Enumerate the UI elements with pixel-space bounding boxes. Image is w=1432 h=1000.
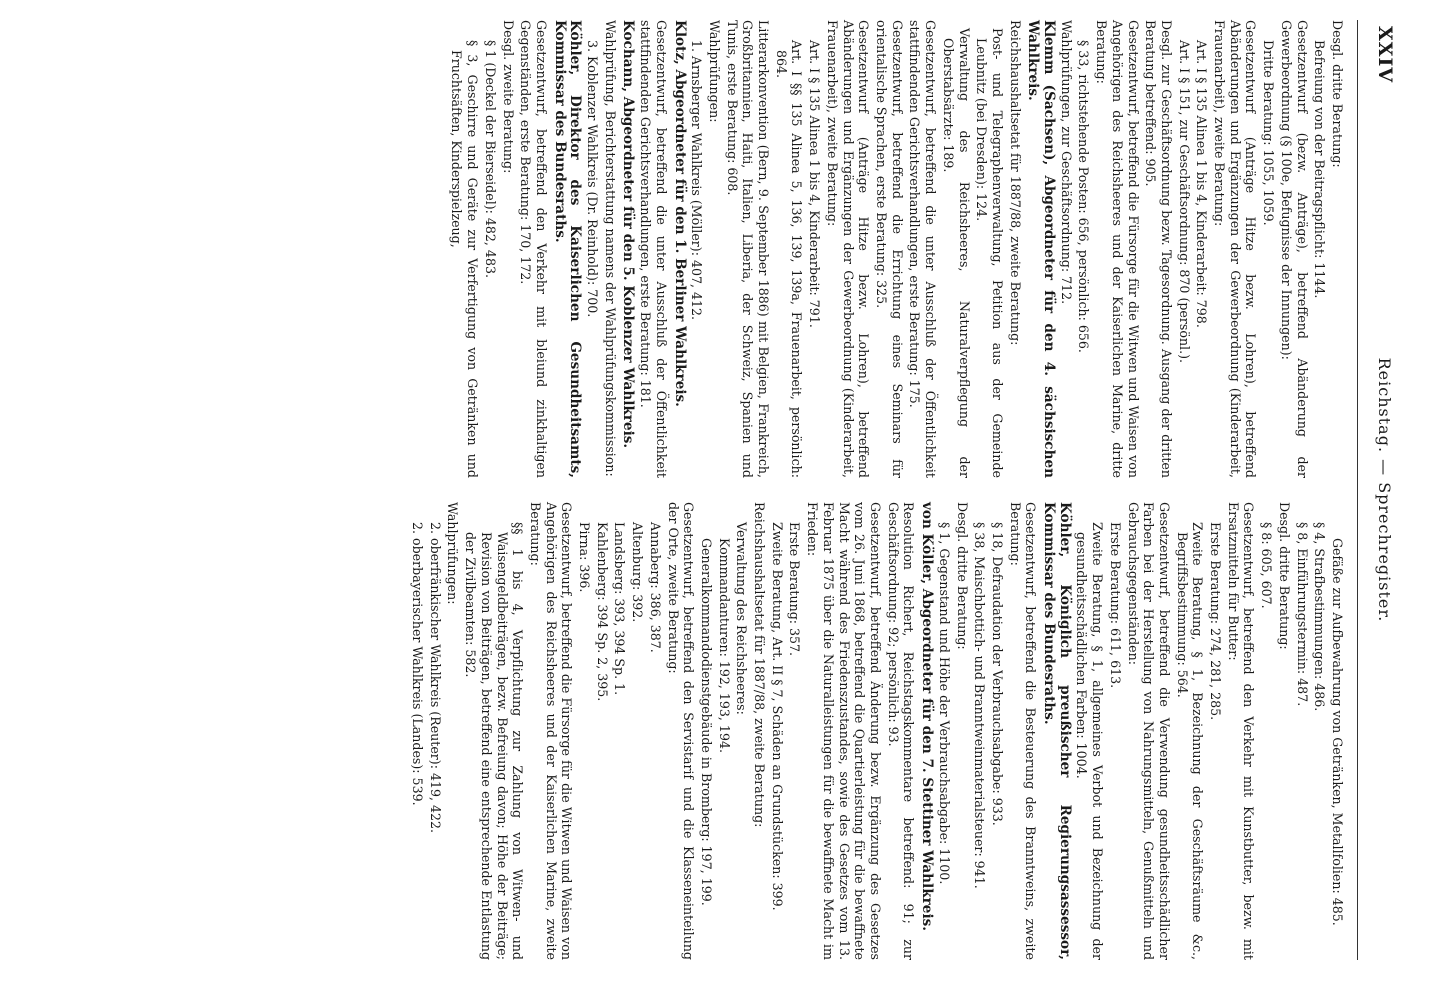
index-entry: Kommandanturen: 192, 193, 194.: [716, 538, 732, 753]
index-entry: Gesetzentwurf, betreffend die Fürsorge für die Witwen und Waisen von Angehörigen des Reichsheeres und der Kaiserlichen Marine, dritte Beratung:: [1094, 20, 1141, 478]
index-entry: Gesetzentwurf, betreffend die Errichtung eines Seminars für orientalische Sprachen, erste Beratung: 325.: [874, 20, 905, 478]
index-entry: Annaberg: 386, 387.: [647, 522, 663, 653]
speaker-heading: von Köller, Abgeordneter für den 7. Stettiner Wahlkreis.: [919, 502, 936, 932]
index-entry: 3. Koblenzer Wahlkreis (Dr. Reinhold): 700.: [585, 40, 601, 318]
index-entry: Reichshaushaltsetat für 1887/88, zweite Beratung:: [752, 502, 768, 828]
text-columns: [407, 20, 1357, 960]
index-entry: Wahlprüfungen:: [706, 20, 722, 123]
index-entry: Desgl. dritte Beratung:: [1330, 20, 1345, 168]
page-number: XXIV: [1374, 26, 1396, 84]
index-entry: Desgl. zweite Beratung:: [500, 20, 516, 174]
index-entry: Gesetzentwurf, betreffend die Verwendung gesundheitsschädlicher Farben bei der Herstellung von Nahrungsmitteln, Genußmitteln und Gebrauchsgegenständen:: [1125, 502, 1172, 960]
index-entry: Verwaltung des Reichsheeres, Naturalverpflegung der Oberstabsärzte: 189.: [940, 28, 972, 478]
index-entry: Wahlprüfungen, zur Geschäftsordnung: 712.: [1058, 20, 1074, 305]
index-entry: 2. oberfränkischer Wahlkreis (Reuter): 419, 422.: [427, 522, 443, 834]
index-entry: Art. I § 135 Alinea 1 bis 4, Kinderarbeit: 798.: [1194, 40, 1210, 328]
index-entry: Erste Beratung: 611, 613.: [1107, 522, 1123, 689]
index-entry: Gesetzentwurf, betreffend den Servistarif und die Klasseneinteilung der Orte, zweite Beratung:: [665, 502, 697, 960]
index-entry: Art. I § 151, zur Geschäftsordnung: 870 (persönl.).: [1176, 40, 1192, 364]
index-entry: Zweite Beratung, Art. II § 7, Schäden an Grundstücken: 399.: [769, 522, 785, 911]
index-entry: Reichshaushaltsetat für 1887/88, zweite Beratung:: [1007, 20, 1023, 346]
index-entry: Gefäße zur Aufbewahrung von Getränken, Metallfolien: 485.: [1330, 538, 1345, 926]
index-entry: Dritte Beratung: 1055, 1059.: [1261, 40, 1277, 226]
index-entry: Desgl. dritte Beratung:: [954, 502, 970, 650]
index-entry: Erste Beratung: 274, 281, 285.: [1208, 522, 1224, 721]
speaker-heading: Klotz, Abgeordneter für den 1. Berliner Wahlkreis.: [671, 20, 688, 407]
index-entry: Desgl. dritte Beratung:: [1276, 502, 1292, 650]
index-entry: Gesetzentwurf, betreffend den Verkehr mit Kunstbutter, bezw. mit Ersatzmitteln für Butter:: [1225, 502, 1257, 960]
index-entry: Desgl. zur Geschäftsordnung bezw. Tagesordnung. Ausgang der dritten Beratung betreffend: 905.: [1143, 20, 1174, 478]
speaker-heading: Klemm (Sachsen), Abgeordneter für den 4. sächsischen Wahlkreis.: [1025, 20, 1058, 478]
index-entry: Landsberg: 393, 394 Sp. 1.: [612, 522, 628, 696]
speaker-heading: Köhler, Königlich preußischer Regierungsassessor, Kommissar des Bundesraths.: [1041, 502, 1073, 960]
index-entry: Zweite Beratung, § 1, Bezeichnung der Geschäftsräume &c., Begriffsbestimmung: 564.: [1174, 522, 1206, 960]
index-entry: Altenburg: 392.: [630, 522, 646, 623]
index-entry: § 8: 605, 607.: [1259, 522, 1275, 609]
index-entry: Erste Beratung: 357.: [787, 522, 803, 657]
index-entry: Gesetzentwurf (Anträge Hitze bezw. Lohren), betreffend Abänderungen und Ergänzungen der Gewerbeordnung (Kinderarbeit, Frauenarbeit), zweite Beratung:: [824, 20, 872, 478]
page-header: [1357, 20, 1402, 960]
index-entry: Verwaltung des Reichsheeres:: [734, 522, 750, 715]
index-entry: § 1 (Deckel der Bierseidel): 482, 483.: [482, 40, 498, 278]
index-entry: Resolution Richert, Reichstagskommentare betreffend: 91; zur Geschäftsordnung: 92; persönlich: 93.: [885, 502, 917, 960]
index-entry: Befreiung von der Beitragspflicht: 1144.: [1312, 40, 1328, 299]
index-entry: Kahlenberg: 394 Sp. 2, 395.: [594, 522, 610, 702]
index-entry: Post- und Telegraphenverwaltung, Petition aus der Gemeinde Leubnitz (bei Dresden): 124.: [974, 28, 1005, 478]
index-entry: 2. oberbayerischer Wahlkreis (Landes): 539.: [410, 522, 426, 806]
index-entry: Wahlprüfung, Berichterstattung namens der Wahlprüfungskommission:: [602, 20, 618, 477]
index-entry: § 1, Gegenstand und Höhe der Verbrauchsabgabe: 1100.: [936, 522, 952, 885]
index-entry: Gesetzentwurf, betreffend Änderung bezw. Ergänzung des Gesetzes vom 26. Juni 1868, betreffend die Quartierleistung für die bewaffnete Macht während des Friedenszustandes, sowie des Gesetzes vom 13. Februar 1875 über die Naturalleistungen für die bewaffnete Macht im Frieden:: [805, 502, 884, 960]
index-entry: Art. I §§ 135 Alinea 5, 136, 139, 139a, Frauenarbeit, persönlich: 864.: [773, 40, 805, 478]
index-entry: Litterarkonvention (Bern, 9. September 1886) mit Belgien, Frankreich, Großbritannien, Haiti, Italien, Liberia, der Schweiz, Spanien und Tunis, erste Beratung: 608.: [724, 20, 772, 478]
index-entry: Zweite Beratung, § 1, allgemeines Verbot und Bezeichnung der gesundheitsschädlichen Farben: 1004.: [1074, 522, 1106, 960]
index-entry: § 3, Geschirre und Geräte zur Verfertigung von Getränken und Fruchtsäften, Kinderspielzeug,: [449, 40, 481, 478]
index-entry: Pirna: 396.: [577, 522, 593, 593]
index-entry: § 4, Strafbestimmungen: 486.: [1312, 522, 1328, 712]
index-entry: Art. I § 135 Alinea 1 bis 4, Kinderarbeit: 791.: [807, 40, 823, 328]
index-entry: Gesetzentwurf (Anträge Hitze bezw. Lohren), betreffend Abänderungen und Ergänzungen der Gewerbeordnung (Kinderarbeit, Frauenarbeit), zweite Beratung:: [1212, 20, 1259, 478]
index-entry: Gesetzentwurf, betreffend die unter Ausschluß der Öffentlichkeit stattfindenden Gerichtsverhandlungen, erste Beratung: 181.: [638, 20, 669, 478]
index-entry: § 18, Defraudation der Verbrauchsabgabe: 933.: [989, 522, 1005, 826]
speaker-heading: Kochann, Abgeordneter für den 5. Koblenzer Wahlkreis.: [620, 20, 637, 449]
index-entry: Gesetzentwurf (bezw. Anträge), betreffend Abänderung der Gewerbeordnung (§ 100e, Befugnisse der Innungen):: [1278, 20, 1310, 478]
running-head: Reichstag. — Sprechregister.: [1375, 357, 1394, 623]
index-entry: Gesetzentwurf, betreffend die Besteuerung des Branntweins, zweite Beratung:: [1007, 502, 1039, 960]
index-entry: Generalkommandodienstgebäude in Bromberg: 197, 199.: [698, 538, 714, 906]
index-entry: Gesetzentwurf, betreffend den Verkehr mit bleiund zinkhaltigen Gegenständen, erste Beratung: 170, 172.: [518, 20, 549, 478]
speaker-heading: Köhler, Direktor des Kaiserlichen Gesundheitsamts, Kommissar des Bundesraths.: [551, 20, 584, 478]
left-column: [407, 20, 1345, 478]
index-entry: 1. Arnsberger Wahlkreis (Möller): 407, 412.: [689, 40, 705, 321]
index-entry: §§ 1 bis 4, Verpflichtung zur Zahlung von Witwen- und Waisengeldbeiträgen, bezw. Befreiung davon; Höhe der Beiträge; Revision von Beiträgen, betreffend eine entsprechende Entlastung der Zivilbeamten: 582.: [463, 522, 526, 960]
index-entry: § 8, Einführungstermin: 487.: [1294, 522, 1310, 707]
index-entry: § 33, richtstehende Posten: 656, persönlich: 656.: [1076, 40, 1092, 353]
index-entry: Gesetzentwurf, betreffend die unter Ausschluß der Öffentlichkeit stattfindenden Gerichtsverhandlungen, erste Beratung: 175.: [907, 20, 939, 478]
right-column: [407, 502, 1345, 960]
index-entry: Gesetzentwurf, betreffend die Fürsorge für die Witwen und Waisen von Angehörigen des Reichsheeres und der Kaiserlichen Marine, zweite Beratung:: [527, 502, 575, 960]
index-entry: Wahlprüfungen:: [445, 502, 461, 605]
index-entry: § 38, Maischbottich- und Branntweinmaterialsteuer: 941.: [972, 522, 988, 889]
